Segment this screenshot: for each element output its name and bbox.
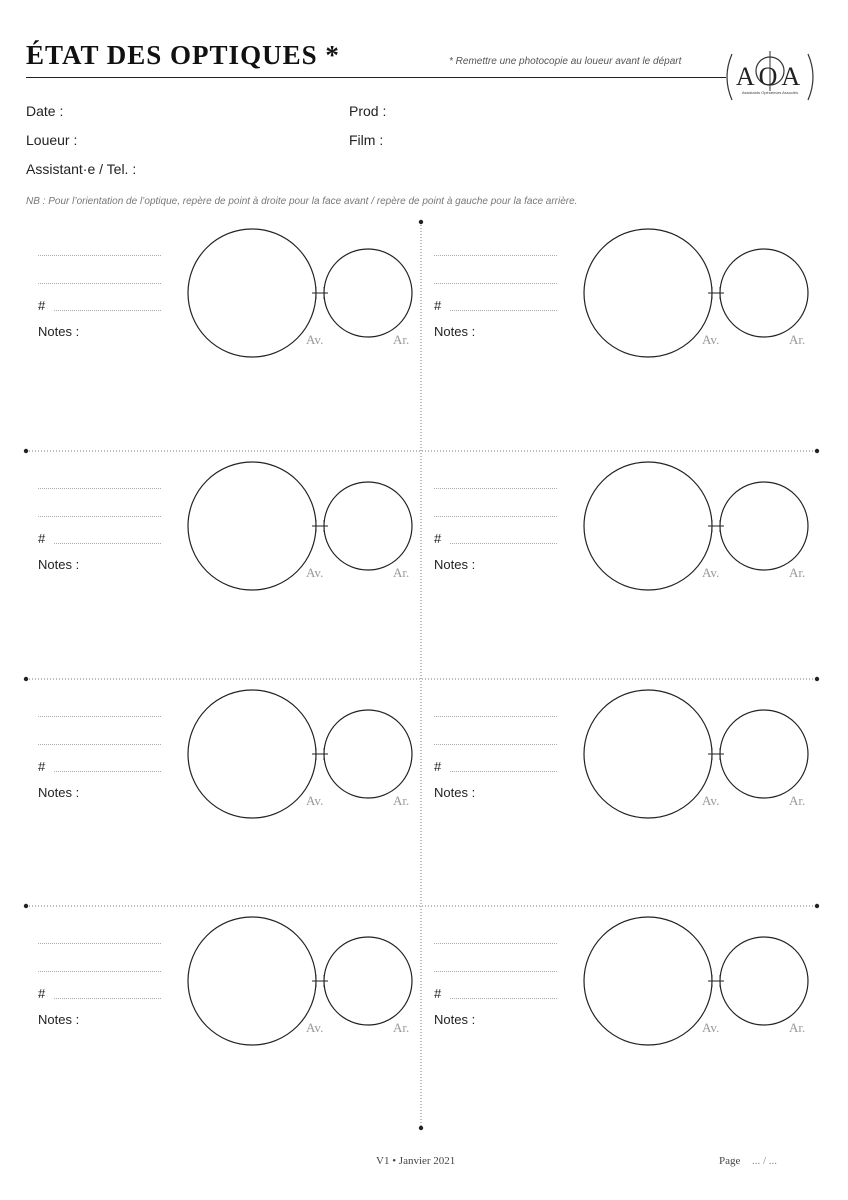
lens-diagram	[582, 228, 812, 360]
lens-diagram	[582, 461, 812, 593]
lens-diagram	[186, 916, 416, 1048]
prod-field[interactable]: Prod :	[349, 103, 387, 119]
lens-name-line[interactable]	[434, 943, 557, 944]
lens-name-line[interactable]	[434, 488, 557, 489]
notes-label: Notes :	[434, 785, 476, 800]
serial-number-line[interactable]	[54, 310, 161, 311]
lens-name-line[interactable]	[434, 255, 557, 256]
lens-diagram	[186, 228, 416, 360]
lens-card	[422, 916, 812, 1056]
front-lens-circle	[584, 690, 712, 818]
serial-number-label: #	[38, 759, 46, 774]
date-field[interactable]: Date :	[26, 103, 64, 119]
lens-detail-line[interactable]	[38, 516, 161, 517]
front-label: Av.	[306, 332, 324, 347]
rear-label: Ar.	[789, 332, 806, 347]
serial-number-line[interactable]	[54, 543, 161, 544]
serial-number-label: #	[38, 298, 46, 313]
film-field[interactable]: Film :	[349, 132, 384, 148]
lens-card	[422, 228, 812, 368]
rear-label: Ar.	[393, 793, 410, 808]
notes-label: Notes :	[434, 557, 476, 572]
footer-page-numbers: ... / ...	[752, 1155, 778, 1167]
serial-number-label: #	[434, 986, 442, 1001]
rear-lens-circle	[720, 937, 808, 1025]
notes-label: Notes :	[434, 324, 476, 339]
lens-card	[422, 461, 812, 601]
rear-lens-circle	[324, 249, 412, 337]
serial-number-line[interactable]	[54, 998, 161, 999]
lens-detail-line[interactable]	[434, 744, 557, 745]
lens-diagram	[582, 916, 812, 1048]
rear-label: Ar.	[789, 565, 806, 580]
rear-label: Ar.	[393, 1020, 410, 1035]
front-lens-circle	[188, 690, 316, 818]
lens-card	[26, 228, 416, 368]
notes-label: Notes :	[434, 1012, 476, 1027]
lens-card	[26, 689, 416, 829]
serial-number-label: #	[38, 986, 46, 1001]
front-lens-circle	[584, 462, 712, 590]
serial-number-line[interactable]	[450, 310, 557, 311]
lens-diagram	[582, 689, 812, 821]
rear-lens-circle	[720, 482, 808, 570]
rear-label: Ar.	[393, 332, 410, 347]
rear-lens-circle	[324, 710, 412, 798]
lens-name-line[interactable]	[38, 488, 161, 489]
front-label: Av.	[702, 565, 720, 580]
footer-version: V1 • Janvier 2021	[376, 1155, 456, 1167]
serial-number-label: #	[434, 298, 442, 313]
rear-label: Ar.	[789, 1020, 806, 1035]
lens-name-line[interactable]	[38, 943, 161, 944]
lens-name-line[interactable]	[38, 716, 161, 717]
notes-label: Notes :	[38, 557, 80, 572]
lens-detail-line[interactable]	[38, 971, 161, 972]
lens-detail-line[interactable]	[434, 283, 557, 284]
rear-lens-circle	[324, 482, 412, 570]
svg-text:AOA: AOA	[735, 62, 805, 91]
front-lens-circle	[188, 229, 316, 357]
lens-diagram	[186, 689, 416, 821]
lens-detail-line[interactable]	[38, 283, 161, 284]
lens-card	[26, 916, 416, 1056]
rear-lens-circle	[720, 710, 808, 798]
lens-card	[422, 689, 812, 829]
lens-card	[26, 461, 416, 601]
front-label: Av.	[702, 1020, 720, 1035]
serial-number-line[interactable]	[450, 771, 557, 772]
front-label: Av.	[702, 793, 720, 808]
serial-number-label: #	[434, 531, 442, 546]
svg-text:Assistants Opérateurs Associés: Assistants Opérateurs Associés	[741, 90, 799, 95]
footer-page-label: Page	[719, 1155, 741, 1167]
orientation-note: NB : Pour l’orientation de l’optique, repère de point à droite pour la face avant / repère de point à gauche pour la face arrière.	[26, 196, 578, 207]
page-title: ÉTAT DES OPTIQUES *	[26, 40, 340, 70]
notes-label: Notes :	[38, 785, 80, 800]
serial-number-line[interactable]	[450, 998, 557, 999]
lens-diagram	[186, 461, 416, 593]
assistant-field[interactable]: Assistant·e / Tel. :	[26, 161, 137, 177]
serial-number-label: #	[434, 759, 442, 774]
front-lens-circle	[584, 229, 712, 357]
serial-number-label: #	[38, 531, 46, 546]
front-label: Av.	[306, 565, 324, 580]
notes-label: Notes :	[38, 324, 80, 339]
rear-label: Ar.	[789, 793, 806, 808]
notes-label: Notes :	[38, 1012, 80, 1027]
serial-number-line[interactable]	[54, 771, 161, 772]
serial-number-line[interactable]	[450, 543, 557, 544]
front-label: Av.	[306, 1020, 324, 1035]
lens-detail-line[interactable]	[434, 516, 557, 517]
lens-name-line[interactable]	[38, 255, 161, 256]
front-lens-circle	[188, 917, 316, 1045]
front-lens-circle	[188, 462, 316, 590]
loueur-field[interactable]: Loueur :	[26, 132, 78, 148]
lens-detail-line[interactable]	[434, 971, 557, 972]
front-label: Av.	[306, 793, 324, 808]
front-lens-circle	[584, 917, 712, 1045]
lens-name-line[interactable]	[434, 716, 557, 717]
front-label: Av.	[702, 332, 720, 347]
rear-lens-circle	[324, 937, 412, 1025]
rear-label: Ar.	[393, 565, 410, 580]
rear-lens-circle	[720, 249, 808, 337]
photocopy-note: * Remettre une photocopie au loueur avant le départ	[449, 56, 682, 67]
lens-detail-line[interactable]	[38, 744, 161, 745]
